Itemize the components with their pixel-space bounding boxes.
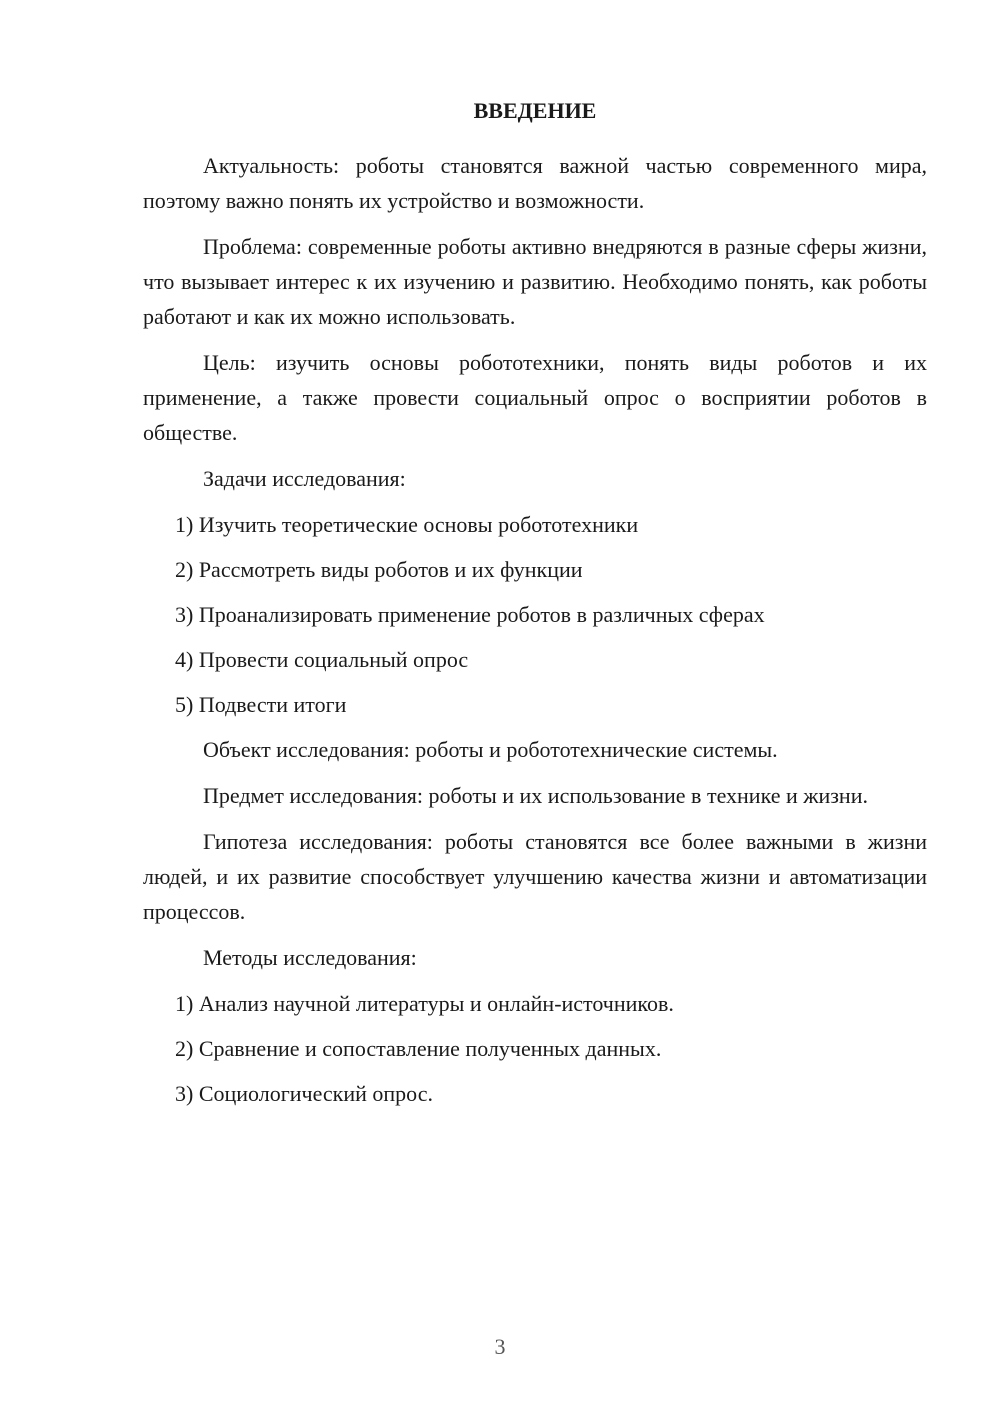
paragraph-problem: Проблема: современные роботы активно внедряются в разные сферы жизни, что вызывает интерес к их изучению и развитию. Необходимо понять, как роботы работают и как их можно использовать. [143,234,927,329]
paragraph-object: Объект исследования: роботы и робототехнические системы. [203,737,778,762]
page-content [143,94,927,1121]
paragraph-hypothesis: Гипотеза исследования: роботы становятся все более важными в жизни людей, и их развитие способствует улучшению качества жизни и автоматизации процессов. [143,829,927,924]
page-number: 3 [494,1334,506,1359]
task-item: 1) Изучить теоретические основы робототехники [175,512,639,537]
method-item: 2) Сравнение и сопоставление полученных данных. [175,1036,662,1061]
method-item: 1) Анализ научной литературы и онлайн-источников. [175,991,674,1016]
task-item: 2) Рассмотреть виды роботов и их функции [175,557,583,582]
task-item: 5) Подвести итоги [175,692,347,717]
methods-list [143,986,927,1111]
method-item: 3) Социологический опрос. [175,1081,433,1106]
paragraph-subject: Предмет исследования: роботы и их использование в технике и жизни. [203,783,868,808]
task-item: 3) Проанализировать применение роботов в различных сферах [175,602,765,627]
section-title: ВВЕДЕНИЕ [473,98,597,123]
tasks-heading: Задачи исследования: [203,466,406,491]
paragraph-goal: Цель: изучить основы робототехники, понять виды роботов и их применение, а также провести социальный опрос о восприятии роботов в обществе. [143,350,927,445]
task-item: 4) Провести социальный опрос [175,647,469,672]
paragraph-relevance: Актуальность: роботы становятся важной частью современного мира, поэтому важно понять их устройство и возможности. [143,153,927,213]
methods-heading: Методы исследования: [203,945,417,970]
tasks-list [143,507,927,722]
